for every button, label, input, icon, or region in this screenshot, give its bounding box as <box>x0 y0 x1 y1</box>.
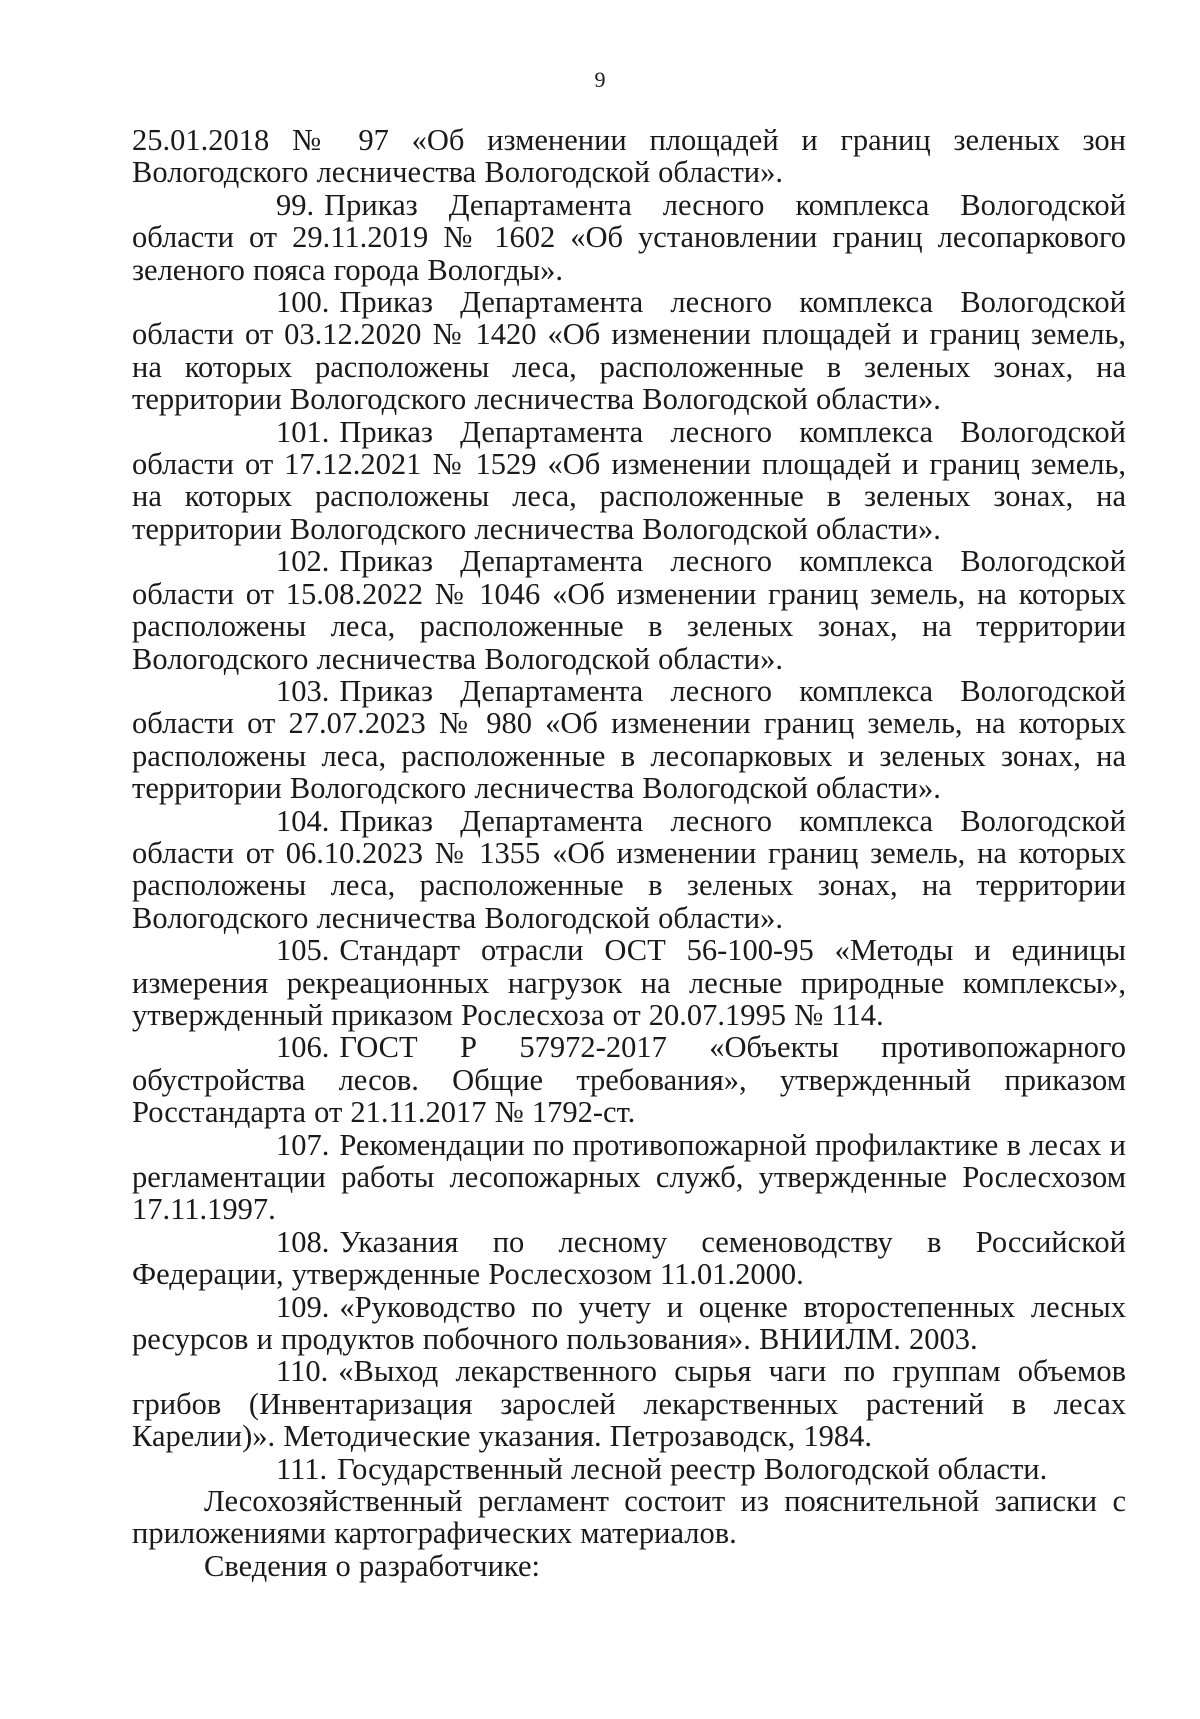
closing-paragraph: Лесохозяйственный регламент состоит из пояснительной записки с приложениями картографических материалов. <box>132 1484 1126 1551</box>
list-item <box>132 1226 1126 1291</box>
item-text: Приказ Департамента лесного комплекса Вологодской области от 17.12.2021 № 1529 «Об изменении площадей и границ земель, на которых расположены леса, расположенные в зеленых зонах, на территории Вологодского лесничества Вологодской области». <box>132 414 1126 546</box>
item-text: Стандарт отрасли ОСТ 56-100-95 «Методы и единицы измерения рекреационных нагрузок на лесные природные комплексы», утвержденный приказом Рослесхоза от 20.07.1995 № 114. <box>132 933 1126 1032</box>
list-item <box>132 286 1126 416</box>
document-body <box>132 124 1126 1582</box>
item-number: 100. <box>276 285 330 320</box>
item-number: 110. <box>276 1354 329 1389</box>
list-item <box>132 416 1126 546</box>
list-item <box>132 189 1126 286</box>
list-item <box>132 1291 1126 1356</box>
item-number: 106. <box>276 1030 330 1065</box>
item-text: ГОСТ Р 57972-2017 «Объекты противопожарного обустройства лесов. Общие требования», утвержденный приказом Росстандарта от 21.11.2017 № 1792-ст. <box>132 1030 1126 1130</box>
item-number: 102. <box>276 544 330 579</box>
continuation-paragraph: 25.01.2018 № 97 «Об изменении площадей и границ зеленых зон Вологодского лесничества Вологодской области». <box>132 123 1126 190</box>
item-number: 104. <box>276 803 330 838</box>
item-number: 103. <box>276 673 330 708</box>
list-item <box>132 934 1126 1031</box>
item-text: «Выход лекарственного сырья чаги по группам объемов грибов (Инвентаризация зарослей лекарственных растений в лесах Карелии)». Методические указания. Петрозаводск, 1984. <box>132 1354 1126 1454</box>
item-text: Государственный лесной реестр Вологодской области. <box>337 1451 1048 1486</box>
page-number: 9 <box>594 67 606 92</box>
list-item <box>132 1355 1126 1452</box>
list-item <box>132 545 1126 675</box>
list-item <box>132 1031 1126 1128</box>
item-number: 109. <box>276 1289 330 1324</box>
list-item <box>132 805 1126 935</box>
list-item <box>132 675 1126 805</box>
list-item <box>132 1129 1126 1226</box>
item-number: 108. <box>276 1224 330 1259</box>
item-text: Приказ Департамента лесного комплекса Вологодской области от 03.12.2020 № 1420 «Об изменении площадей и границ земель, на которых расположены леса, расположенные в зеленых зонах, на территории Вологодского лесничества Вологодской области». <box>132 285 1126 417</box>
item-number: 111. <box>276 1451 328 1486</box>
item-text: «Руководство по учету и оценке второстепенных лесных ресурсов и продуктов побочного пользования». ВНИИЛМ. 2003. <box>132 1289 1126 1357</box>
developer-heading: Сведения о разработчике: <box>204 1548 540 1583</box>
item-text: Приказ Департамента лесного комплекса Вологодской области от 29.11.2019 № 1602 «Об установлении границ лесопаркового зеленого пояса города Вологды». <box>132 187 1126 287</box>
item-text: Приказ Департамента лесного комплекса Вологодской области от 27.07.2023 № 980 «Об изменении границ земель, на которых расположены леса, расположенные в лесопарковых и зеленых зонах, на территории Вологодского лесничества Вологодской области». <box>132 673 1126 806</box>
list-item <box>132 1453 1126 1485</box>
item-number: 107. <box>276 1127 330 1162</box>
item-number: 105. <box>276 933 330 968</box>
item-text: Приказ Департамента лесного комплекса Вологодской области от 06.10.2023 № 1355 «Об изменении границ земель, на которых расположены леса, расположенные в зеленых зонах, на территории Вологодского лесничества Вологодской области». <box>132 803 1126 935</box>
item-text: Рекомендации по противопожарной профилактике в лесах и регламентации работы лесопожарных служб, утвержденные Рослесхозом 17.11.1997. <box>132 1127 1126 1227</box>
item-text: Приказ Департамента лесного комплекса Вологодской области от 15.08.2022 № 1046 «Об изменении границ земель, на которых расположены леса, расположенные в зеленых зонах, на территории Вологодского лесничества Вологодской области». <box>132 544 1126 676</box>
item-number: 99. <box>276 187 315 222</box>
item-text: Указания по лесному семеноводству в Российской Федерации, утвержденные Рослесхозом 11.01.2000. <box>132 1224 1126 1292</box>
item-number: 101. <box>276 414 330 449</box>
